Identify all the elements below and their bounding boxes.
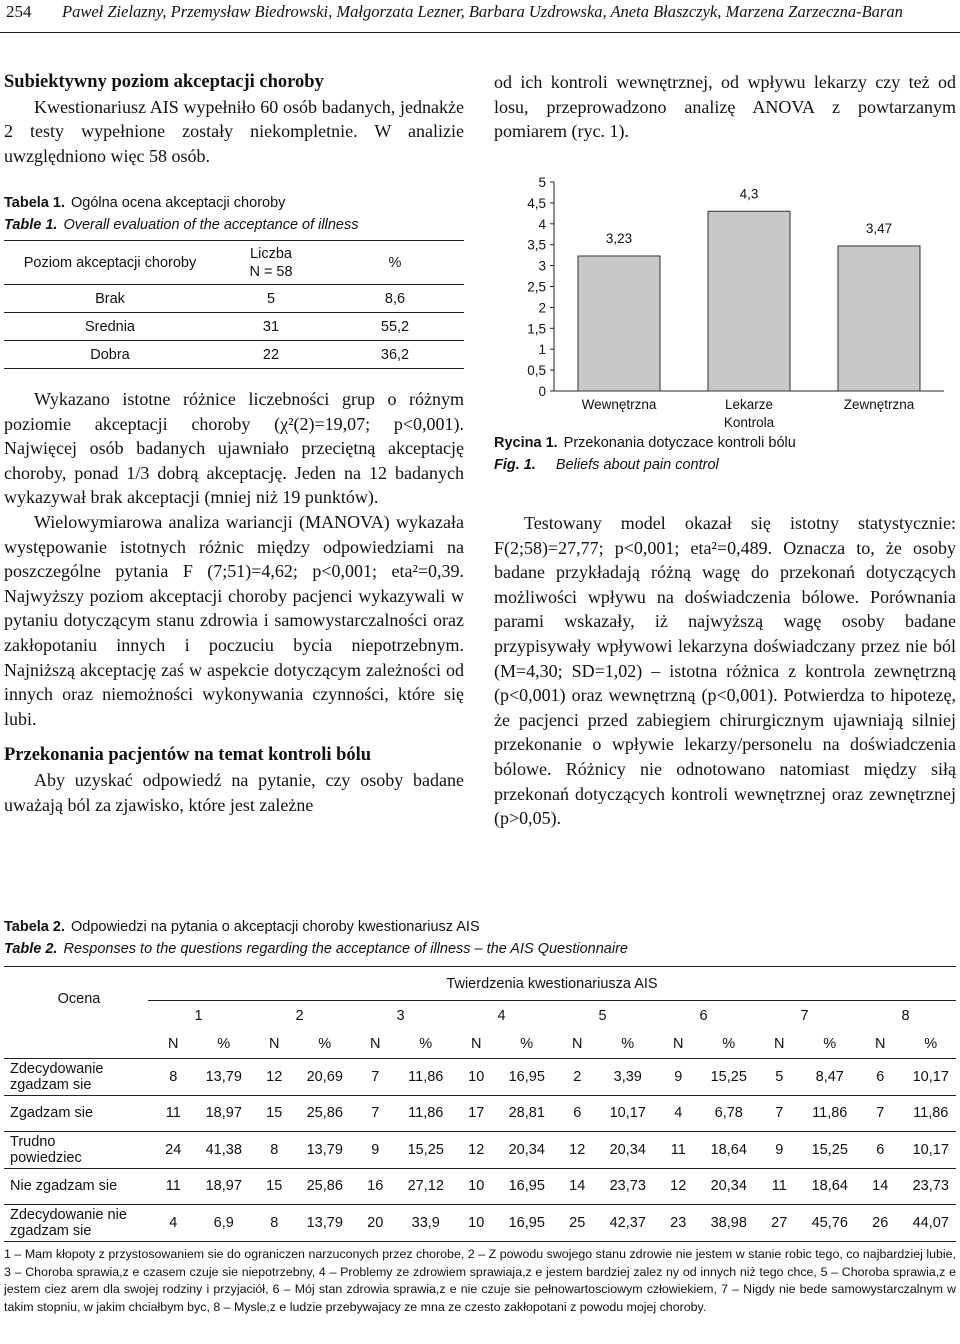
x-category-label: Kontrola — [723, 415, 775, 430]
table-cell: 23,73 — [912, 1178, 949, 1195]
table-header-ocena: Ocena — [57, 990, 101, 1007]
table-cell: 11 — [771, 1178, 787, 1195]
table-header: Poziom akceptacji choroby — [23, 254, 197, 271]
table-cell: 10 — [468, 1068, 485, 1085]
table-cell: 16,95 — [508, 1178, 545, 1195]
y-tick-label: 0 — [538, 384, 546, 399]
table-cell: 4 — [169, 1214, 178, 1231]
table-cell: 13,79 — [306, 1214, 343, 1231]
bar-data-label: 3,47 — [865, 220, 893, 236]
table-cell: 10 — [468, 1214, 485, 1231]
table-item-header: 4 — [497, 1007, 506, 1024]
table-row-label-line: Zgadzam sie — [10, 1105, 94, 1122]
left-column-body — [4, 387, 464, 817]
table-cell: 26 — [872, 1214, 889, 1231]
bar — [838, 246, 920, 391]
table-n-header: N — [370, 1036, 381, 1053]
table-n-header: N — [269, 1036, 280, 1053]
table-cell: 14 — [872, 1178, 889, 1195]
y-tick-label: 4 — [538, 216, 546, 232]
caption-text: Overall evaluation of the acceptance of illness — [63, 217, 359, 233]
table-row-label — [4, 1132, 148, 1169]
table-cell: 12 — [569, 1141, 586, 1158]
caption-text: Przekonania dotyczace kontroli bólu — [563, 435, 796, 451]
table-np-header-row — [4, 1031, 956, 1059]
table-cell: 24 — [165, 1141, 182, 1158]
table-cell: 11 — [165, 1105, 181, 1122]
table-cell: 23 — [670, 1214, 687, 1231]
table-cell: 27 — [771, 1214, 788, 1231]
table-item-header: 5 — [598, 1007, 607, 1024]
running-head-authors: Paweł Zielazny, Przemysław Biedrowski, Małgorzata Lezner, Barbara Uzdrowska, Aneta Błaszczyk, Marzena Zarzeczna-Baran — [62, 2, 903, 21]
table-cell: 45,76 — [811, 1214, 848, 1231]
table-cell: Srednia — [85, 318, 135, 335]
table-row-label-line: powiedziec — [10, 1149, 82, 1166]
table-cell: 13,79 — [205, 1068, 242, 1085]
table-cell: 7 — [371, 1068, 380, 1085]
table-cell: 5 — [775, 1068, 784, 1085]
table-row-label — [4, 1059, 148, 1096]
table-cell: 7 — [371, 1105, 380, 1122]
table-cell: 18,64 — [811, 1178, 848, 1195]
table-row-label-line: zgadzam sie — [10, 1222, 92, 1239]
table-cell: 23,73 — [609, 1178, 646, 1195]
table-row-label-line: Zdecydowanie nie — [10, 1206, 127, 1223]
table-row-label — [4, 1168, 148, 1205]
table-cell: 6,78 — [714, 1105, 743, 1122]
table-row — [4, 1168, 956, 1205]
table-cell: 11,86 — [913, 1105, 949, 1122]
table-row-label-line: Nie zgadzam sie — [10, 1178, 118, 1195]
table-cell: 12 — [468, 1141, 485, 1158]
y-tick-label: 1 — [538, 342, 546, 358]
table-cell: 10 — [468, 1178, 485, 1195]
x-category-label: Zewnętrzna — [843, 397, 915, 412]
table-cell: 11 — [670, 1141, 686, 1158]
table1-caption — [4, 192, 464, 236]
table-cell: 10,17 — [609, 1105, 646, 1122]
table-cell: 33,9 — [411, 1214, 440, 1231]
table-group-header-row — [4, 967, 956, 1001]
table-cell: 20,34 — [710, 1178, 747, 1195]
y-tick-label: 1,5 — [527, 321, 546, 337]
caption-label: Tabela 2. — [4, 919, 65, 935]
table-cell: 20,34 — [609, 1141, 646, 1158]
table-cell: 6,9 — [213, 1214, 234, 1231]
table-pct-header: % — [520, 1036, 534, 1053]
right-column-intro — [494, 70, 956, 144]
table-cell: 7 — [876, 1105, 885, 1122]
table-cell: 20 — [367, 1214, 384, 1231]
table-row-label-line: Zdecydowanie — [10, 1060, 104, 1077]
figure1-bar-chart — [494, 168, 954, 430]
table-item-header: 8 — [901, 1007, 910, 1024]
caption-label: Table 1. — [4, 217, 58, 233]
y-tick-label: 4,5 — [527, 195, 546, 211]
table-row — [4, 1205, 956, 1242]
table-cell: 28,81 — [508, 1105, 545, 1122]
paragraph: Wykazano istotne różnice liczebności grup o różnym poziomie akceptacji choroby (χ²(2)=19,07; p<0,001). Najwięcej osób badanych ujawniało przeciętną akceptację choroby, ponad 1/3 dobrą akceptację. Jeden na 12 badanych wykazywał brak akceptacji (mniej niż 19 punktów). — [4, 389, 464, 508]
table-group-header: Twierdzenia kwestionariusza AIS — [148, 967, 956, 1001]
table-cell: 38,98 — [710, 1214, 747, 1231]
table-header-row — [4, 241, 464, 285]
table2 — [4, 966, 956, 1242]
x-category-label: Lekarze — [724, 397, 774, 412]
bar — [578, 256, 660, 391]
caption-text: Responses to the questions regarding the acceptance of illness – the AIS Questionnaire — [63, 941, 628, 957]
table-n-header: N — [673, 1036, 684, 1053]
table-pct-header: % — [419, 1036, 433, 1053]
table-cell: 9 — [371, 1141, 380, 1158]
table2-caption — [4, 916, 956, 960]
table-cell: 12 — [670, 1178, 687, 1195]
table-cell: 8,6 — [384, 290, 406, 307]
table-cell: 44,07 — [912, 1214, 949, 1231]
table-cell: Brak — [95, 290, 125, 307]
table-cell: 9 — [674, 1068, 683, 1085]
table-cell: 15 — [266, 1105, 283, 1122]
table-cell: 8 — [270, 1214, 279, 1231]
table-cell: 18,97 — [205, 1105, 242, 1122]
table-header-liczba — [216, 241, 326, 285]
table-pct-header: % — [924, 1036, 938, 1053]
table-cell: 17 — [468, 1105, 485, 1122]
table-item-header: 7 — [800, 1007, 809, 1024]
table-pct-header: % — [217, 1036, 231, 1053]
bar-data-label: 3,23 — [605, 230, 633, 246]
table-n-header: N — [168, 1036, 179, 1053]
table-cell: 4 — [674, 1105, 683, 1122]
table-cell: 42,37 — [609, 1214, 646, 1231]
caption-text: Odpowiedzi na pytania o akceptacji choroby kwestionariusz AIS — [70, 919, 480, 935]
table-cell: 15 — [266, 1178, 283, 1195]
table-cell: 41,38 — [205, 1141, 242, 1158]
y-tick-label: 0,5 — [527, 363, 546, 379]
table-header: % — [388, 254, 402, 271]
table-cell: 11,86 — [408, 1105, 444, 1122]
table-cell: 14 — [569, 1178, 586, 1195]
table-body — [4, 1059, 956, 1242]
table-cell: 6 — [876, 1068, 885, 1085]
left-column-intro — [4, 70, 464, 168]
table-cell — [4, 1031, 148, 1059]
table-cell: 5 — [266, 290, 276, 307]
table-n-header: N — [774, 1036, 785, 1053]
table-item-header: 1 — [194, 1007, 203, 1024]
table-n-header: N — [572, 1036, 583, 1053]
table-cell: 16,95 — [508, 1068, 545, 1085]
table-cell: 36,2 — [380, 346, 410, 363]
table-n-header: N — [875, 1036, 886, 1053]
table-cell: 55,2 — [380, 318, 410, 335]
table-cell: 15,25 — [811, 1141, 848, 1158]
table-cell: 10,17 — [912, 1141, 949, 1158]
table-header-line: Liczba — [250, 245, 292, 262]
table-cell: 6 — [876, 1141, 885, 1158]
y-tick-label: 3 — [538, 258, 546, 274]
table-cell: 8 — [169, 1068, 178, 1085]
paragraph: od ich kontroli wewnętrznej, od wpływu lekarzy czy też od losu, przeprowadzono analizę ANOVA z powtarzanym pomiarem (ryc. 1). — [494, 72, 956, 142]
table-pct-header: % — [621, 1036, 635, 1053]
table-item-header: 2 — [295, 1007, 304, 1024]
y-tick-label: 3,5 — [527, 237, 546, 253]
table-cell: 25,86 — [306, 1105, 343, 1122]
table-cell: 10,17 — [912, 1068, 949, 1085]
table-item-header: 6 — [699, 1007, 708, 1024]
paragraph: Kwestionariusz AIS wypełniło 60 osób badanych, jednakże 2 testy wypełnione zostały niekompletnie. W analizie uwzględniono więc 58 osób. — [4, 96, 464, 166]
x-category-label: Wewnętrzna — [581, 397, 657, 412]
table-cell: 15,25 — [710, 1068, 747, 1085]
right-column-body — [494, 511, 956, 831]
table-cell: 22 — [262, 346, 280, 363]
table-row — [4, 313, 464, 341]
table-cell: 25,86 — [306, 1178, 343, 1195]
table2-footnote: 1 – Mam kłopoty z przystosowaniem sie do ograniczen narzuconych przez chorobe, 2 – Z powodu swojego stanu zdrowie nie jestem w stanie robic tego, co najbardziej lubie, 3 – Choroba sprawia,z e czasem czuje sie niepotrzebny, 4 – Problemy ze zdrowiem sprawiaja,z e jestem bardziej zalez ny od innych niż tego chce, 5 – Choroba sprawia,z e jestem ciez arem dla swojej rodziny i przyjaciół, 6 – Mój stan zdrowia sprawia,z e nie czuje sie pełnowartosciowym człowiekiem, 7 – Nigdy nie bede samowystarczalnym w takim stopniu, w jakim chciałbym byc, 8 – Mysle,z e ludzie przebywajacy ze mna ze czesto zakłopotani z powodu mojej choroby. — [4, 1247, 956, 1314]
table-cell: 9 — [775, 1141, 784, 1158]
table-cell: 12 — [266, 1068, 283, 1085]
bar-data-label: 4,3 — [739, 186, 759, 202]
table-cell: 11,86 — [812, 1105, 848, 1122]
table-row-label-line: zgadzam sie — [10, 1076, 92, 1093]
y-tick-label: 2 — [538, 300, 546, 316]
page-number: 254 — [6, 2, 32, 21]
section-title-acceptance: Subiektywny poziom akceptacji choroby — [4, 72, 324, 92]
table-row-label-line: Trudno — [10, 1133, 56, 1150]
table-cell: 16,95 — [508, 1214, 545, 1231]
table-cell: 11 — [165, 1178, 181, 1195]
table-n-header: N — [471, 1036, 482, 1053]
caption-label: Table 2. — [4, 941, 58, 957]
table-cell: 7 — [775, 1105, 784, 1122]
table-cell: 18,64 — [710, 1141, 747, 1158]
table-cell: 11,86 — [408, 1068, 444, 1085]
table-cell: 20,34 — [508, 1141, 545, 1158]
table-pct-header: % — [823, 1036, 837, 1053]
y-tick-label: 2,5 — [527, 279, 546, 295]
table-cell: 13,79 — [306, 1141, 343, 1158]
figure1-caption — [494, 432, 956, 476]
paragraph: Testowany model okazał się istotny statystycznie: F(2;58)=27,77; p<0,001; eta²=0,489. Oznacza to, że osoby badane przykładają różną wagę do przekonań dotyczących możliwości wpływu na doświadczenia bólowe. Porównania parami wskazały, iż najwyższą wagę osoby badane przypisywały wpływowi lekarzyna doświadczany przez nie ból (M=4,30; SD=1,02) – istotna różnica z kontrola zewnętrzną (p<0,001) oraz wewnętrzną (p<0,001). Potwierdza to hipotezę, że pacjenci przed zabiegiem chirurgicznym ujawniają silniej przekonanie o wpływie lekarzy/personelu na doświadczenia bólowe. Różnicy nie odnotowano natomiast między siłą przekonań dotyczących kontroli wewnętrznej oraz zewnętrznej (p>0,05). — [494, 513, 956, 829]
table-cell: 8,47 — [815, 1068, 844, 1085]
paragraph: Aby uzyskać odpowiedź na pytanie, czy osoby badane uważają ból za zjawisko, które jest zależne — [4, 769, 464, 815]
paragraph: Wielowymiarowa analiza wariancji (MANOVA) wykazała występowanie istotnych różnic między odpowiedziami na poszczególne pytania F (7;51)=4,62; p<0,001; eta²=0,39. Najwyższy poziom akceptacji choroby pacjenci wykazywali w pytaniu dotyczącym stanu zdrowia i samowystarczalności oraz zakłopotaniu innych i poczuciu bycia niepotrzebnym. Najniższą akceptację zaś w aspekcie dotyczącym zależności od innych oraz niemożności wykonywania czynności, które się lubi. — [4, 511, 464, 729]
caption-label: Rycina 1. — [494, 435, 558, 451]
table-row-label — [4, 1205, 148, 1242]
table1 — [4, 240, 464, 369]
caption-text: Ogólna ocena akceptacji choroby — [70, 195, 286, 211]
table-cell: Dobra — [90, 346, 130, 363]
caption-text: Beliefs about pain control — [555, 457, 719, 473]
table-row-label — [4, 1095, 148, 1132]
table-cell: 2 — [573, 1068, 582, 1085]
table-cell: 25 — [569, 1214, 586, 1231]
table-header-line: N = 58 — [249, 263, 293, 280]
section-title-pain-control: Przekonania pacjentów na temat kontroli bólu — [4, 745, 372, 766]
table-cell: 20,69 — [306, 1068, 343, 1085]
table-pct-header: % — [722, 1036, 736, 1053]
running-head — [0, 0, 960, 33]
caption-label: Tabela 1. — [4, 195, 65, 211]
table-row — [4, 1132, 956, 1169]
y-tick-label: 5 — [538, 175, 546, 190]
table-cell: 31 — [262, 318, 280, 335]
caption-label: Fig. 1. — [494, 457, 536, 473]
table-cell: 6 — [573, 1105, 582, 1122]
table-row — [4, 1059, 956, 1096]
table-row — [4, 285, 464, 313]
table-cell: 8 — [270, 1141, 279, 1158]
table-cell: 15,25 — [407, 1141, 444, 1158]
table-cell: 3,39 — [613, 1068, 642, 1085]
table-cell: 16 — [367, 1178, 384, 1195]
bar — [708, 211, 790, 391]
table-cell: 18,97 — [205, 1178, 242, 1195]
table-item-header: 3 — [396, 1007, 405, 1024]
table-row — [4, 1095, 956, 1132]
table-pct-header: % — [318, 1036, 332, 1053]
table-cell: 27,12 — [407, 1178, 444, 1195]
table-row — [4, 341, 464, 369]
